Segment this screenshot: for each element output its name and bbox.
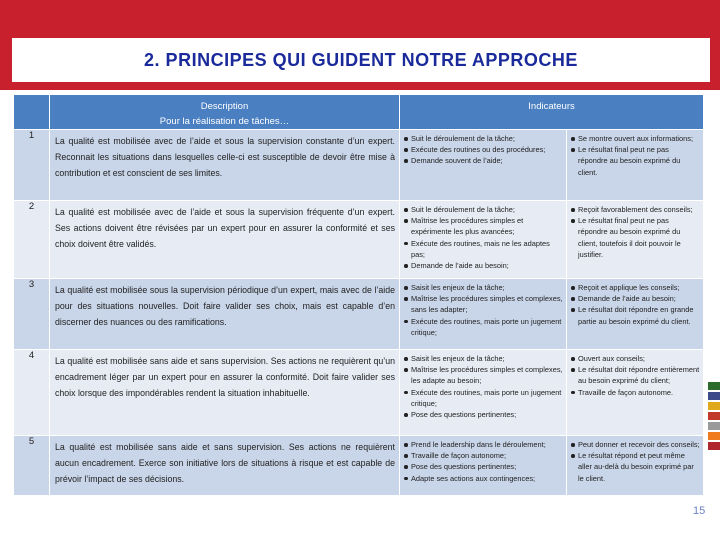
indicators-process [400, 279, 567, 350]
indicator-item: Le résultat final peut ne pas répondre au besoin exprimé du client. [571, 144, 700, 178]
indicator-item: Saisit les enjeux de la tâche; [404, 353, 563, 364]
slide-title: 2. PRINCIPES QUI GUIDENT NOTRE APPROCHE [144, 49, 578, 70]
indicator-item: Exécute des routines ou des procédures; [404, 144, 563, 155]
row-description: La qualité est mobilisée sans aide et sans supervision. Ses actions ne requièrent qu’un encadrement léger par un expert pour en assurer la conformité. Doit faire valider ses choix lorsque des impondérables rendent la situation inhabituelle. [50, 350, 400, 436]
indicators-process [400, 130, 567, 201]
color-strip-segment [708, 422, 720, 430]
indicators-process [400, 436, 567, 496]
indicator-list [404, 353, 563, 420]
row-description: La qualité est mobilisée sous la supervision périodique d’un expert, mais avec de l’aide pour des situations nouvelles. Doit faire valider ses choix, mais est capable d’en discerner des nuances ou des ramifications. [50, 279, 400, 350]
indicator-item: Demande souvent de l’aide; [404, 155, 563, 166]
indicator-item: Suit le déroulement de la tâche; [404, 204, 563, 215]
indicator-list [404, 439, 563, 484]
row-description: La qualité est mobilisée sans aide et sans supervision. Ses actions ne requièrent aucun encadrement. Exerce son initiative lors de situations à risque et est capable de prévoir l’impact de ses décisions. [50, 436, 400, 496]
table-row [14, 279, 704, 350]
color-strip-segment [708, 442, 720, 450]
header-corner-cell [14, 95, 50, 130]
indicators-process [400, 350, 567, 436]
indicator-item: Maîtrise les procédures simples et complexes, les adapte au besoin; [404, 364, 563, 386]
indicator-item: Suit le déroulement de la tâche; [404, 133, 563, 144]
table-header-row [14, 95, 704, 130]
indicator-item: Travaille de façon autonome. [571, 387, 700, 398]
indicators-process [400, 201, 567, 279]
principles-table [13, 94, 704, 496]
header-description-line2: Pour la réalisation de tâches… [159, 116, 290, 127]
indicator-item: Prend le leadership dans le déroulement; [404, 439, 563, 450]
color-strip-segment [708, 392, 720, 400]
indicator-item: Exécute des routines, mais porte un jugement critique; [404, 316, 563, 338]
row-description: La qualité est mobilisée avec de l’aide et sous la supervision fréquente d’un expert. Ses actions doivent être révisées par un expert pour en assurer la conformité et ses choix doivent être validés. [50, 201, 400, 279]
indicator-list [571, 353, 700, 398]
table-row [14, 436, 704, 496]
header-description [50, 95, 400, 130]
indicator-item: Pose des questions pertinentes; [404, 409, 563, 420]
color-strip-segment [708, 412, 720, 420]
indicator-item: Maîtrise les procédures simples et expérimente les plus avancées; [404, 215, 563, 237]
indicator-item: Saisit les enjeux de la tâche; [404, 282, 563, 293]
page-number: 15 [693, 505, 706, 517]
indicators-result [567, 350, 704, 436]
row-number: 5 [14, 436, 50, 496]
indicator-item: Exécute des routines, mais porte un jugement critique; [404, 387, 563, 409]
title-box [12, 38, 710, 82]
indicator-item: Adapte ses actions aux contingences; [404, 473, 563, 484]
indicator-item: Le résultat doit répondre en grande partie au besoin exprimé du client. [571, 304, 700, 326]
indicator-list [571, 133, 700, 178]
indicator-list [404, 133, 563, 167]
color-strip-segment [708, 402, 720, 410]
indicator-item: Peut donner et recevoir des conseils; [571, 439, 700, 450]
color-strip-segment [708, 382, 720, 390]
table-row [14, 350, 704, 436]
indicator-list [404, 282, 563, 338]
color-strip-segment [708, 432, 720, 440]
title-banner [0, 0, 720, 90]
indicators-result [567, 201, 704, 279]
header-indicateurs: Indicateurs [400, 95, 704, 130]
indicator-item: Demande de l’aide au besoin; [404, 260, 563, 271]
indicator-list [571, 204, 700, 260]
row-number: 4 [14, 350, 50, 436]
header-description-line1: Description [200, 101, 249, 112]
indicator-item: Se montre ouvert aux informations; [571, 133, 700, 144]
color-strip [708, 382, 720, 460]
indicator-item: Reçoit favorablement des conseils; [571, 204, 700, 215]
indicator-item: Demande de l’aide au besoin; [571, 293, 700, 304]
indicator-item: Maîtrise les procédures simples et complexes, sans les adapter; [404, 293, 563, 315]
indicator-item: Le résultat répond et peut même aller au-delà du besoin exprimé par le client. [571, 450, 700, 484]
indicator-list [404, 204, 563, 271]
indicators-result [567, 436, 704, 496]
table-row [14, 130, 704, 201]
row-description: La qualité est mobilisée avec de l’aide et sous la supervision constante d’un expert. Reconnait les situations dans lesquelles celle-ci est susceptible de devoir être mise à contribution et est conscient de ses limites. [50, 130, 400, 201]
indicator-list [571, 439, 700, 484]
row-number: 2 [14, 201, 50, 279]
indicator-item: Exécute des routines, mais ne les adaptes pas; [404, 238, 563, 260]
table-row [14, 201, 704, 279]
indicator-item: Pose des questions pertinentes; [404, 461, 563, 472]
indicator-item: Ouvert aux conseils; [571, 353, 700, 364]
indicator-item: Le résultat doit répondre entièrement au besoin exprimé du client; [571, 364, 700, 386]
indicator-item: Reçoit et applique les conseils; [571, 282, 700, 293]
indicator-list [571, 282, 700, 327]
indicator-item: Le résultat final peut ne pas répondre au besoin exprimé du client, toutefois il doit pouvoir le justifier. [571, 215, 700, 260]
row-number: 1 [14, 130, 50, 201]
indicators-result [567, 279, 704, 350]
row-number: 3 [14, 279, 50, 350]
indicators-result [567, 130, 704, 201]
indicator-item: Travaille de façon autonome; [404, 450, 563, 461]
